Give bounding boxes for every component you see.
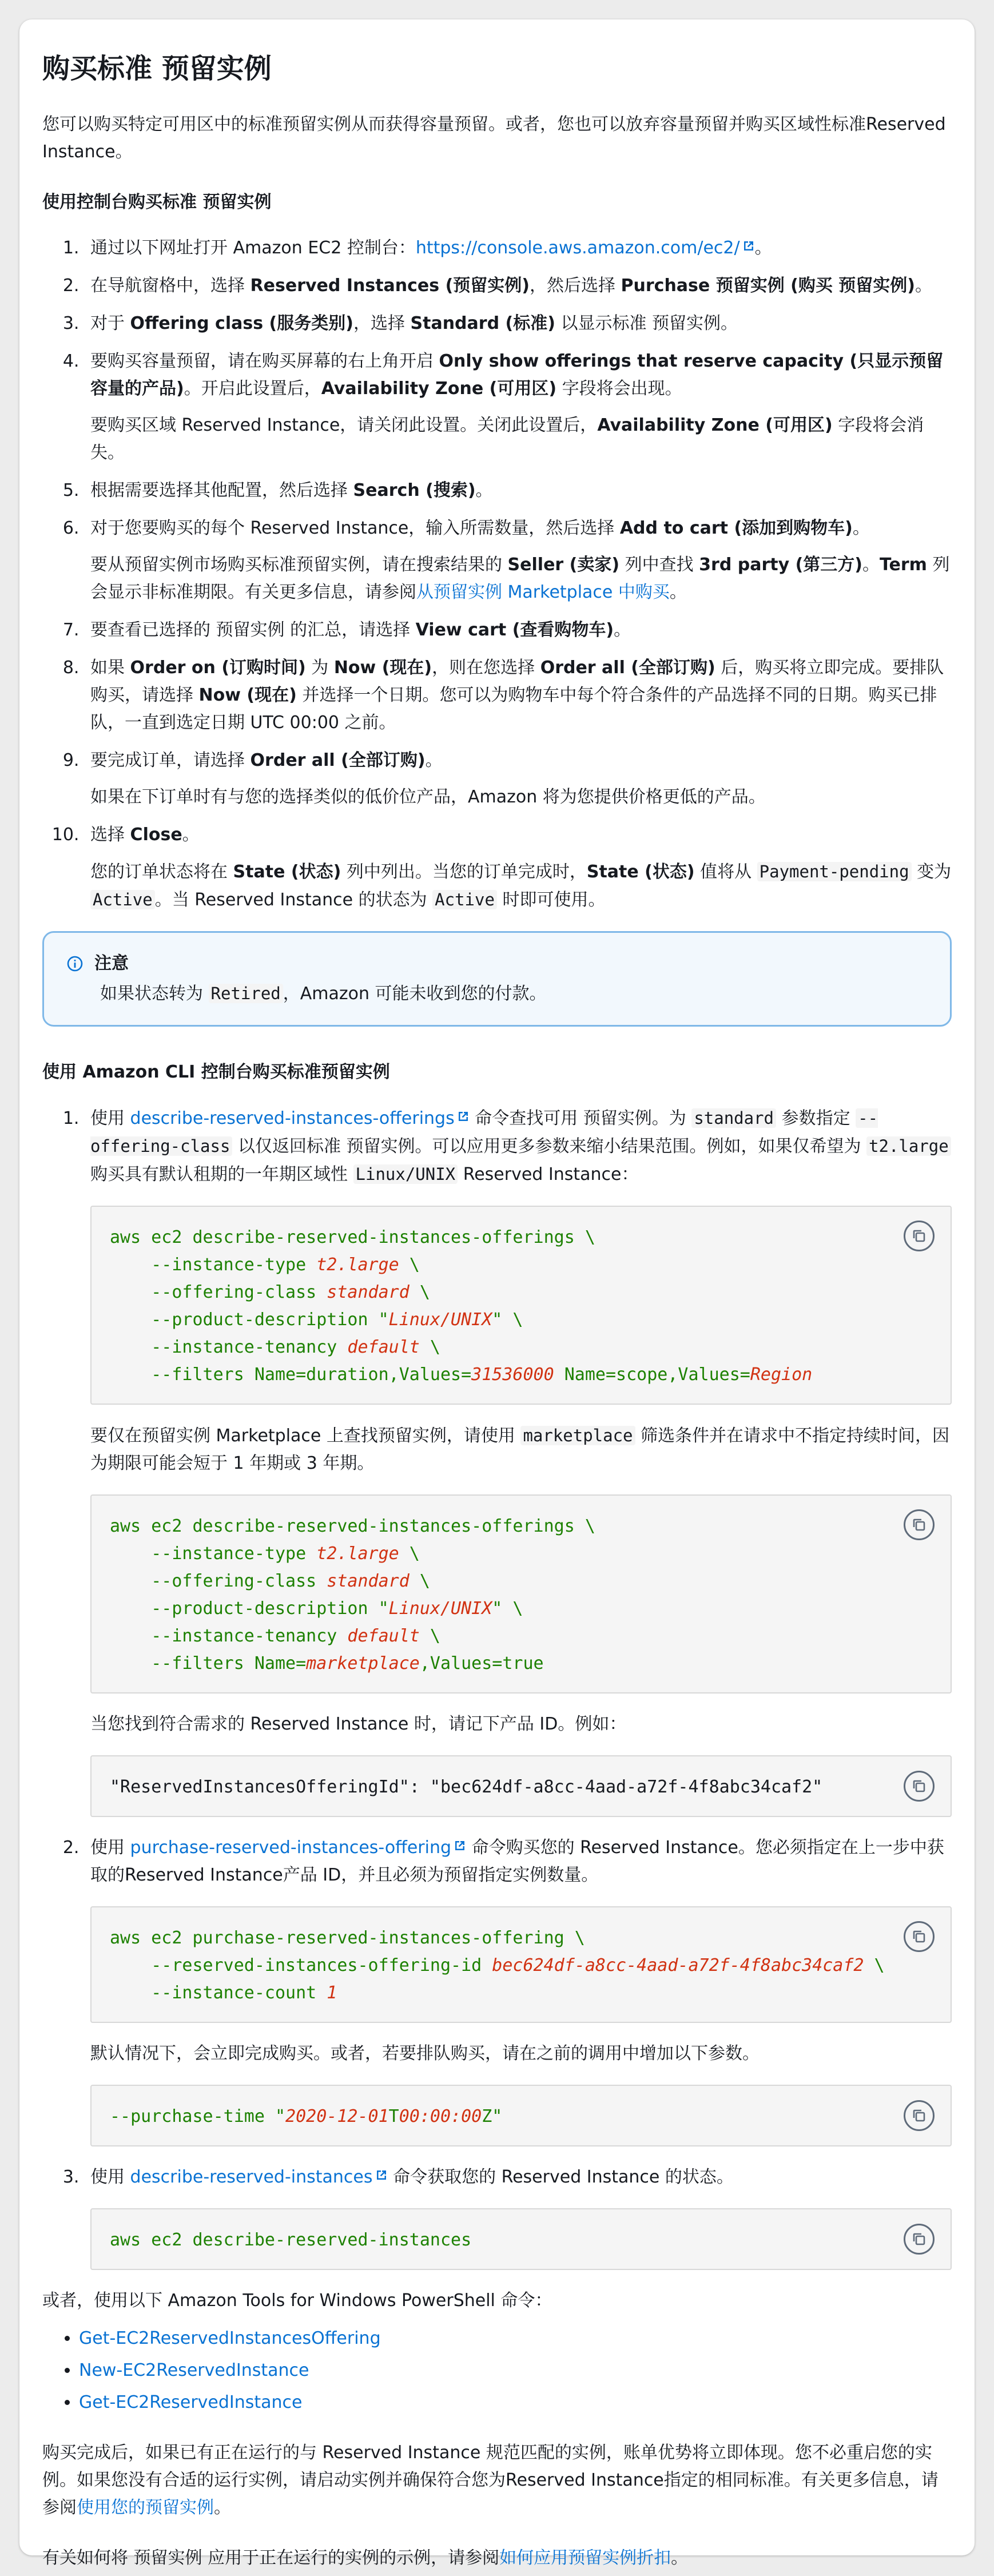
closing-paragraph: 有关如何将 预留实例 应用于正在运行的实例的示例，请参阅如何应用预留实例折扣。 [42, 2547, 689, 2568]
list-item: 2. 使用 purchase-reserved-instances-offering 命令购买您的 Reserved Instance。您必须指定在上一步中获取的Reserved Instance产品 ID，并且必须为预留指定实例数量。 aws ec2 purchase-reserved-instances-offering \ --reserved-instances-offering-id bec624df-a8cc-4aad-a72f-4f8abc34caf2 \ --instance-count 1 默认情况下，会立即完成购买。或者，若要排队购买，请在之前的调用中增加以下参数。 --purchase-time "2020-12-01T00:00:00Z" [85, 1834, 952, 2146]
code-block: aws ec2 describe-reserved-instances-offerings \ --instance-type t2.large \ --offering-class standard \ --product-description "Linux/UNIX" \ --instance-tenancy default \ --filters Name=marketplace,Values=true [90, 1494, 952, 1694]
step-detail: 要从预留实例市场购买标准预留实例，请在搜索结果的 Seller (卖家) 列中查找 3rd party (第三方)。Term 列会显示非标准期限。有关更多信息，请参阅从预留实例 Marketplace 中购买。 [90, 554, 950, 602]
console-steps-list [42, 234, 952, 914]
purchase-offering-link[interactable]: purchase-reserved-instances-offering [130, 1837, 452, 1858]
list-item: 3. 对于 Offering class (服务类别)，选择 Standard (标准) 以显示标准 预留实例。 [85, 310, 952, 337]
code-block: "ReservedInstancesOfferingId": "bec624df-a8cc-4aad-a72f-4f8abc34caf2" [90, 1755, 952, 1817]
marketplace-paragraph: 要仅在预留实例 Marketplace 上查找预留实例，请使用 marketplace 筛选条件并在请求中不指定持续时间，因为期限可能会短于 1 年期或 3 年期。 [90, 1425, 950, 1473]
list-item [79, 2357, 952, 2384]
code-block: aws ec2 purchase-reserved-instances-offering \ --reserved-instances-offering-id bec624df-a8cc-4aad-a72f-4f8abc34caf2 \ --instance-count 1 [90, 1906, 952, 2023]
default-paragraph: 默认情况下，会立即完成购买。或者，若要排队购买，请在之前的调用中增加以下参数。 [90, 2043, 760, 2064]
external-link-icon[interactable] [375, 2169, 388, 2181]
copy-button[interactable] [904, 1509, 935, 1540]
step-detail: 要购买区域 Reserved Instance，请关闭此设置。关闭此设置后，Availability Zone (可用区) 字段将会消失。 [90, 415, 924, 463]
after-purchase-paragraph: 购买完成后，如果已有正在运行的与 Reserved Instance 规范匹配的实例，账单优势将立即体现。您不必重启您的实例。如果您没有合适的运行实例，请启动实例并确保符合您为Reserved Instance指定的相同标准。有关更多信息，请参阅使用您的预留实例。 [42, 2442, 939, 2518]
powershell-intro: 或者，使用以下 Amazon Tools for Windows PowerShell 命令： [42, 2290, 552, 2311]
list-item [79, 2389, 952, 2416]
intro-paragraph: 您可以购买特定可用区中的标准预留实例从而获得容量预留。或者，您也可以放弃容量预留并购买区域性标准Reserved Instance。 [42, 114, 946, 162]
describe-offerings-link[interactable]: describe-reserved-instances-offerings [130, 1108, 455, 1128]
list-item: 1. 使用 describe-reserved-instances-offerings 命令查找可用 预留实例。为 standard 参数指定 --offering-class 以仅返回标准 预留实例。可以应用更多参数来缩小结果范围。例如，如果仅希望为 t2.large 购买具有默认租期的一年期区域性 Linux/UNIX Reserved Instance： aws ec2 describe-reserved-instances-offerings \ --instance-type t2.large \ --offering-class standard \ --product-description "Linux/UNIX" \ --instance-tenancy default \ --filters Name=duration,Values=31536000 Name=scope,Values=Region 要仅在预留实例 Marketplace 上查找预留实例，请使用 marketplace 筛选条件并在请求中不指定持续时间，因为期限可能会短于 1 年期或 3 年期。 aws ec2 describe-reserved-instances-offerings \ --instance-type t2.large \ --offering-class standard \ --product-description "Linux/UNIX" \ --instance-tenancy default \ --filters Name=marketplace,Values=true 当您找到符合需求的 Reserved Instance 时，请记下产品 ID。例如： "ReservedInstancesOfferingId": "bec624df-a8cc-4aad-a72f-4f8abc34caf2" [85, 1104, 952, 1817]
marketplace-purchase-link[interactable]: 从预留实例 Marketplace 中购买 [416, 582, 670, 602]
list-item: 5. 根据需要选择其他配置，然后选择 Search (搜索)。 [85, 477, 952, 504]
list-item: 9. 要完成订单，请选择 Order all (全部订购)。 如果在下订单时有与您的选择类似的低价位产品，Amazon 将为您提供价格更低的产品。 [85, 747, 952, 811]
page-title: 购买标准 预留实例 [42, 53, 272, 85]
describe-instances-link[interactable]: describe-reserved-instances [130, 2166, 373, 2187]
copy-button[interactable] [904, 1921, 935, 1952]
list-item: 8. 如果 Order on (订购时间) 为 Now (现在)，则在您选择 Order all (全部订购) 后，购买将立即完成。要排队购买，请选择 Now (现在) 并选择一个日期。您可以为购物车中每个符合条件的产品选择不同的日期。购买已排队，一直到选定日期 UTC 00:00 之前。 [85, 654, 952, 737]
copy-icon [912, 1929, 927, 1944]
external-link-icon[interactable] [457, 1110, 470, 1123]
list-item: 10. 选择 Close。 您的订单状态将在 State (状态) 列中列出。当您的订单完成时，State (状态) 值将从 Payment-pending 变为 Active 。当 Reserved Instance 的状态为 Active 时即可使用。 [85, 821, 952, 914]
step-detail: 您的订单状态将在 State (状态) 列中列出。当您的订单完成时，State (状态) 值将从 Payment-pending 变为 Active 。当 Reserved Instance 的状态为 Active 时即可使用。 [90, 861, 952, 910]
list-item: 2. 在导航窗格中，选择 Reserved Instances (预留实例)，然后选择 Purchase 预留实例 (购买 预留实例)。 [85, 272, 952, 300]
copy-icon [912, 2108, 927, 2123]
apply-discount-link[interactable]: 如何应用预留实例折扣 [499, 2547, 671, 2568]
copy-icon [912, 1229, 927, 1243]
cli-steps-list [42, 1104, 952, 2270]
list-item: 6. 对于您要购买的每个 Reserved Instance，输入所需数量，然后选择 Add to cart (添加到购物车)。 要从预留实例市场购买标准预留实例，请在搜索结果的 Seller (卖家) 列中查找 3rd party (第三方)。Term 列会显示非标准期限。有关更多信息，请参阅从预留实例 Marketplace 中购买。 [85, 515, 952, 606]
copy-icon [912, 2232, 927, 2247]
external-link-icon[interactable] [454, 1839, 466, 1852]
note-text: 如果状态转为 Retired ，Amazon 可能未收到您的付款。 [100, 983, 547, 1004]
copy-button[interactable] [904, 1771, 935, 1802]
info-icon [67, 956, 83, 972]
use-reserved-instances-link[interactable]: 使用您的预留实例 [77, 2497, 214, 2518]
code-block: aws ec2 describe-reserved-instances [90, 2208, 952, 2270]
step-detail: 如果在下订单时有与您的选择类似的低价位产品，Amazon 将为您提供价格更低的产品。 [90, 786, 766, 807]
cli-section-heading: 使用 Amazon CLI 控制台购买标准预留实例 [42, 1062, 390, 1082]
code-block: --purchase-time "2020-12-01T00:00:00Z" [90, 2085, 952, 2146]
powershell-list [42, 2325, 952, 2416]
list-item [79, 2325, 952, 2352]
copy-button[interactable] [904, 1221, 935, 1251]
copy-button[interactable] [904, 2100, 935, 2131]
powershell-link[interactable]: Get-EC2ReservedInstance [79, 2392, 303, 2412]
copy-button[interactable] [904, 2224, 935, 2255]
list-item: 3. 使用 describe-reserved-instances 命令获取您的 Reserved Instance 的状态。 aws ec2 describe-reserved-instances [85, 2164, 952, 2270]
copy-icon [912, 1517, 927, 1532]
list-item: 1. 通过以下网址打开 Amazon EC2 控制台：https://console.aws.amazon.com/ec2/ 。 [85, 234, 952, 262]
document-page [19, 19, 975, 2568]
external-link-icon[interactable] [742, 240, 755, 252]
note-box [42, 931, 952, 1027]
note-title: 注意 [94, 953, 129, 973]
found-paragraph: 当您找到符合需求的 Reserved Instance 时，请记下产品 ID。例如： [90, 1714, 627, 1734]
code-block: aws ec2 describe-reserved-instances-offerings \ --instance-type t2.large \ --offering-class standard \ --product-description "Linux/UNIX" \ --instance-tenancy default \ --filters Name=duration,Values=31536000 Name=scope,Values=Region [90, 1206, 952, 1405]
list-item: 7. 要查看已选择的 预留实例 的汇总，请选择 View cart (查看购物车)。 [85, 617, 952, 644]
powershell-link[interactable]: Get-EC2ReservedInstancesOffering [79, 2328, 381, 2348]
ec2-console-link[interactable]: https://console.aws.amazon.com/ec2/ [415, 237, 740, 258]
console-section-heading: 使用控制台购买标准 预留实例 [42, 192, 272, 212]
list-item: 4. 要购买容量预留，请在购买屏幕的右上角开启 Only show offerings that reserve capacity (只显示预留容量的产品)。开启此设置后，Availability Zone (可用区) 字段将会出现。 要购买区域 Reserved Instance，请关闭此设置。关闭此设置后，Availability Zone (可用区) 字段将会消失。 [85, 348, 952, 467]
copy-icon [912, 1779, 927, 1794]
powershell-link[interactable]: New-EC2ReservedInstance [79, 2360, 309, 2380]
